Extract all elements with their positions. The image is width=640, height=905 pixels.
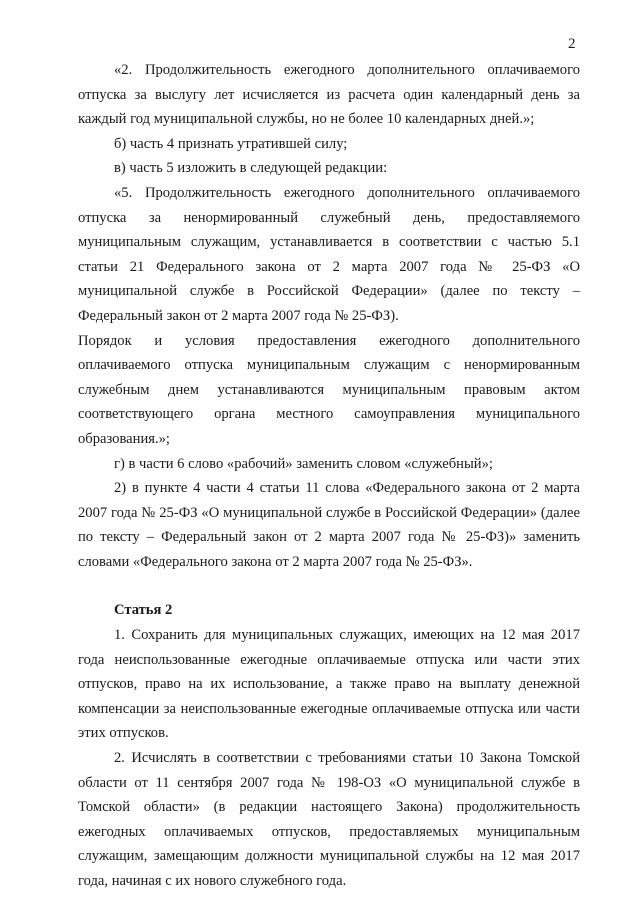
- paragraph: 2) в пункте 4 части 4 статьи 11 слова «Федерального закона от 2 марта 2007 года № 25-ФЗ «О муниципальной службе в Российской Федерации» (далее по тексту – Федеральный закон от 2 марта 2007 года № 25-ФЗ)» заменить словами «Федерального закона от 2 марта 2007 года № 25-ФЗ».: [78, 480, 580, 570]
- paragraph: 2. Исчислять в соответствии с требованиями статьи 10 Закона Томской области от 11 сентября 2007 года № 198-ОЗ «О муниципальной службе в Томской области» (в редакции настоящего Закона) продолжительность ежегодных оплачиваемых отпусков, предоставляемых муниципальным служащим, замещающим должности муниципальной службы на 12 мая 2017 года, начиная с их нового служебного года.: [78, 750, 580, 889]
- page-number: 2: [568, 36, 576, 52]
- paragraph: Порядок и условия предоставления ежегодного дополнительного оплачиваемого отпуска муниципальным служащим с ненормированным служебным днем устанавливаются муниципальным правовым актом соответствующего органа местного самоуправления муниципального образования.»;: [78, 332, 580, 447]
- paragraph: б) часть 4 признать утратившей силу;: [114, 135, 348, 152]
- paragraph: «2. Продолжительность ежегодного дополнительного оплачиваемого отпуска за выслугу лет исчисляется из расчета один календарный день за каждый год муниципальной службы, но не более 10 календарных дней.»;: [78, 62, 580, 128]
- paragraph: в) часть 5 изложить в следующей редакции:: [114, 160, 388, 177]
- document-body: [78, 58, 580, 894]
- paragraph: г) в части 6 слово «рабочий» заменить словом «служебный»;: [114, 455, 493, 472]
- article-heading: Статья 2: [114, 602, 173, 619]
- paragraph: «5. Продолжительность ежегодного дополнительного оплачиваемого отпуска за ненормированный служебный день, предоставляемого муниципальным служащим, устанавливается в соответствии с частью 5.1 статьи 21 Федерального закона от 2 марта 2007 года № 25-ФЗ «О муниципальной службе в Российской Федерации» (далее по тексту – Федеральный закон от 2 марта 2007 года № 25-ФЗ).: [78, 184, 580, 324]
- paragraph: 1. Сохранить для муниципальных служащих, имеющих на 12 мая 2017 года неиспользованные ежегодные оплачиваемые отпуска или части этих отпусков, право на их использование, а также право на выплату денежной компенсации за неиспользованные ежегодные оплачиваемые отпуска или части этих отпусков.: [78, 627, 580, 742]
